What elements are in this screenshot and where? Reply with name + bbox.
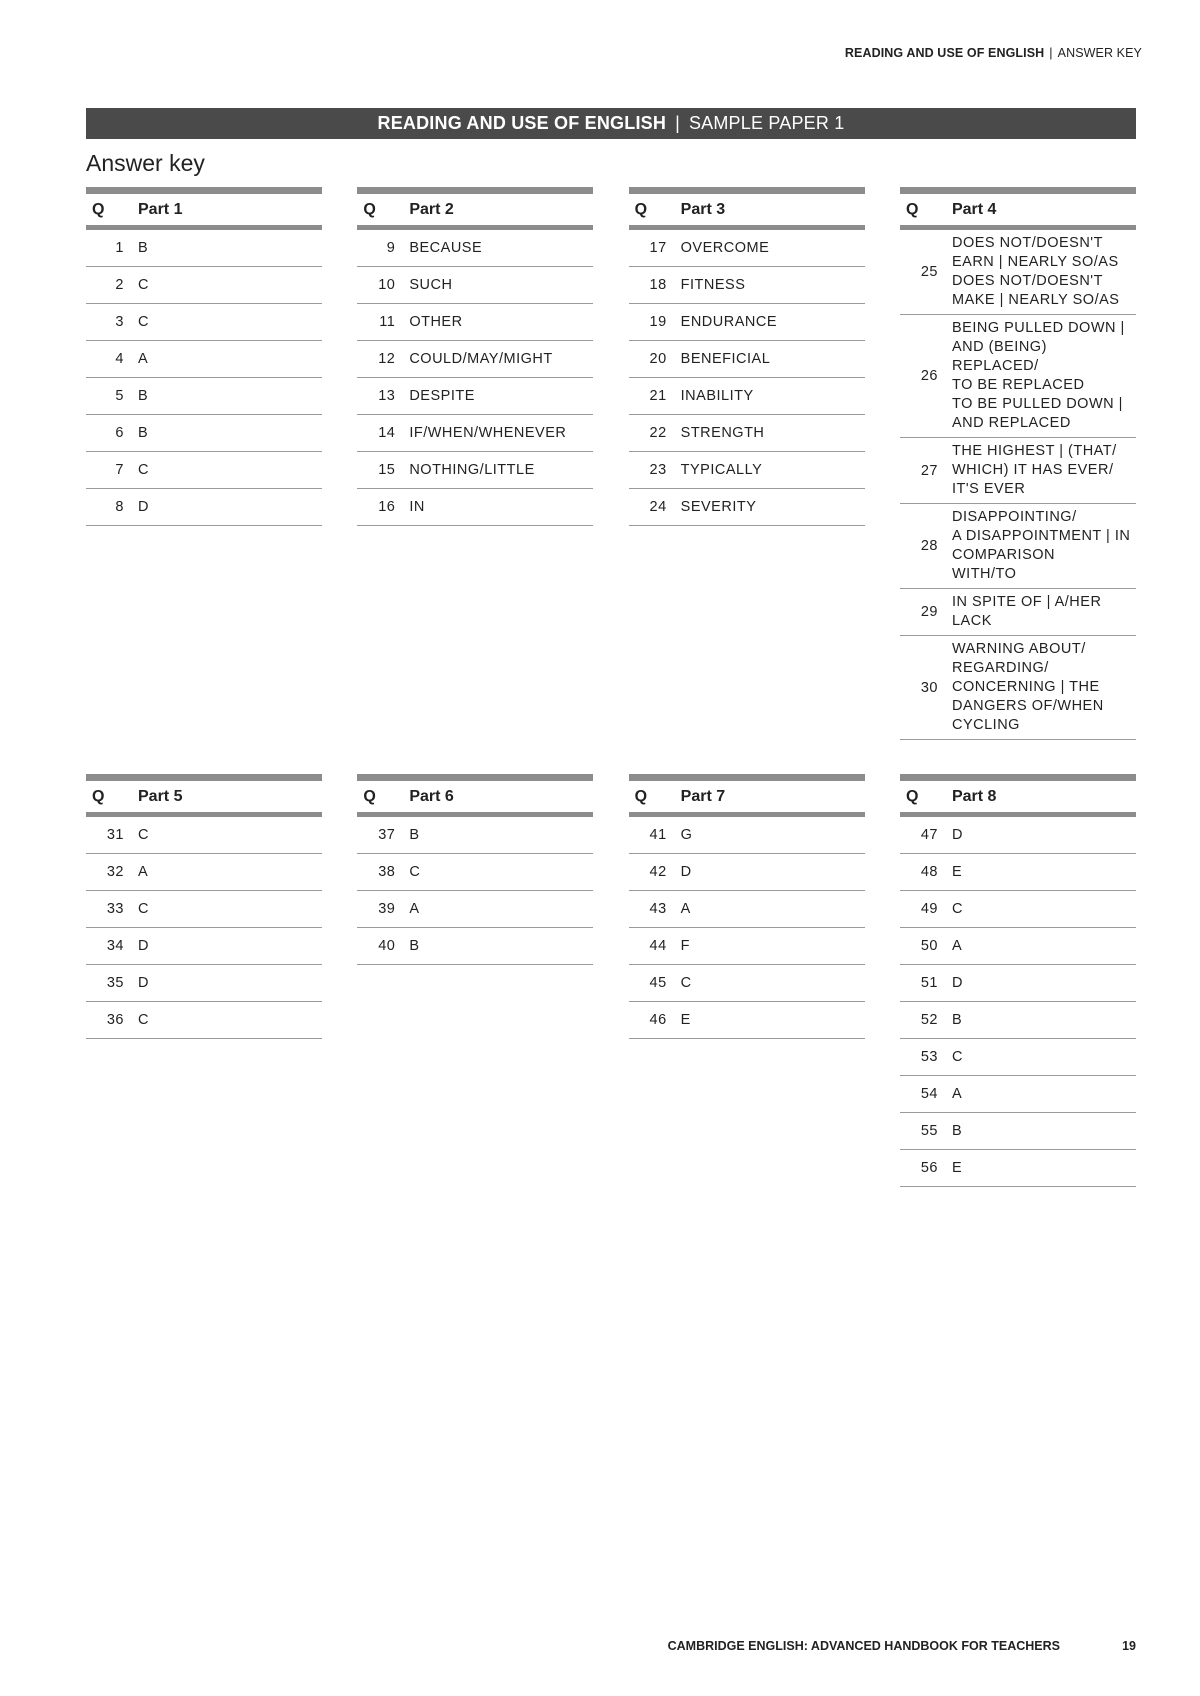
answer-line: TO BE PULLED DOWN | — [951, 396, 1123, 412]
part-column-header: Part 6 — [409, 778, 593, 815]
running-head-separator: | — [1049, 46, 1053, 60]
question-number: 40 — [357, 928, 409, 965]
question-number: 2 — [86, 267, 138, 304]
table-row — [357, 415, 593, 452]
answer-cell — [952, 854, 1136, 891]
answer-table-part-3 — [629, 187, 865, 526]
answer-cell — [681, 341, 865, 378]
answer-table-part-7 — [629, 774, 865, 1039]
answer-line: C — [409, 863, 421, 880]
answer-line: A — [951, 937, 963, 954]
question-number: 10 — [357, 267, 409, 304]
table-row — [86, 815, 322, 854]
answer-line: NOTHING/LITTLE — [409, 461, 535, 478]
part-column-header: Part 1 — [138, 191, 322, 228]
answer-cell — [409, 815, 593, 854]
question-number: 41 — [629, 815, 681, 854]
answer-line: INABILITY — [680, 387, 754, 404]
question-number: 17 — [629, 228, 681, 267]
answer-table-part-6 — [357, 774, 593, 965]
question-number: 3 — [86, 304, 138, 341]
table-header-row — [357, 778, 593, 815]
answer-key-row-2 — [86, 774, 1136, 1187]
answer-line: C — [138, 1011, 149, 1028]
footer-publication: CAMBRIDGE ENGLISH: ADVANCED HANDBOOK FOR TEACHERS — [667, 1639, 1060, 1653]
table-header-row — [86, 191, 322, 228]
part-column-header: Part 4 — [952, 191, 1136, 228]
answer-cell — [138, 854, 322, 891]
answer-cell — [409, 415, 593, 452]
answer-line: D — [680, 863, 692, 880]
question-number: 51 — [900, 965, 952, 1002]
answer-line: EARN | NEARLY SO/AS — [951, 254, 1119, 270]
answer-line: TYPICALLY — [680, 461, 763, 478]
answer-cell — [138, 965, 322, 1002]
answer-line: D — [138, 974, 149, 991]
table-row — [900, 315, 1136, 438]
table-row — [86, 928, 322, 965]
answer-line: IT'S EVER — [951, 481, 1026, 497]
table-row — [629, 1002, 865, 1039]
question-number: 26 — [900, 315, 952, 438]
table-row — [86, 304, 322, 341]
question-number: 38 — [357, 854, 409, 891]
question-number: 5 — [86, 378, 138, 415]
question-number: 14 — [357, 415, 409, 452]
question-number: 16 — [357, 489, 409, 526]
question-number: 19 — [629, 304, 681, 341]
part-column-header: Part 5 — [138, 778, 322, 815]
table-row — [900, 1150, 1136, 1187]
question-number: 22 — [629, 415, 681, 452]
answer-line: THE HIGHEST | (THAT/ — [951, 443, 1117, 459]
part-column-header: Part 7 — [681, 778, 865, 815]
question-number: 45 — [629, 965, 681, 1002]
answer-key-row-1 — [86, 187, 1136, 740]
answer-cell — [138, 1002, 322, 1039]
table-row — [629, 815, 865, 854]
question-number: 27 — [900, 438, 952, 504]
page-number: 19 — [1122, 1639, 1136, 1653]
answer-line: B — [951, 1122, 963, 1139]
answer-line: A DISAPPOINTMENT | IN — [951, 528, 1131, 544]
question-number: 37 — [357, 815, 409, 854]
answer-line: B — [138, 424, 149, 441]
answer-cell — [409, 267, 593, 304]
answer-cell — [138, 452, 322, 489]
answer-line: A — [138, 863, 149, 880]
table-header-row — [86, 778, 322, 815]
answer-line: B — [138, 387, 149, 404]
answer-cell — [409, 854, 593, 891]
table-row — [629, 489, 865, 526]
answer-cell — [409, 452, 593, 489]
answer-line: IN — [409, 498, 425, 515]
question-column-header: Q — [629, 778, 681, 815]
answer-cell — [409, 228, 593, 267]
question-number: 13 — [357, 378, 409, 415]
question-number: 8 — [86, 489, 138, 526]
answer-cell — [409, 928, 593, 965]
question-number: 23 — [629, 452, 681, 489]
question-number: 56 — [900, 1150, 952, 1187]
table-row — [86, 854, 322, 891]
question-number: 54 — [900, 1076, 952, 1113]
question-number: 29 — [900, 589, 952, 636]
table-row — [357, 928, 593, 965]
answer-cell — [681, 267, 865, 304]
answer-line: OVERCOME — [680, 239, 770, 256]
answer-cell — [681, 928, 865, 965]
question-number: 18 — [629, 267, 681, 304]
answer-line: SUCH — [409, 276, 453, 293]
table-row — [629, 267, 865, 304]
answer-cell — [952, 1002, 1136, 1039]
table-row — [86, 267, 322, 304]
answer-cell — [138, 228, 322, 267]
table-row — [86, 415, 322, 452]
question-number: 7 — [86, 452, 138, 489]
answer-line: C — [138, 826, 149, 843]
answer-line: STRENGTH — [680, 424, 765, 441]
answer-line: E — [951, 1159, 963, 1176]
answer-cell — [409, 304, 593, 341]
question-number: 48 — [900, 854, 952, 891]
answer-cell — [952, 965, 1136, 1002]
answer-cell — [952, 815, 1136, 854]
answer-cell — [952, 504, 1136, 589]
table-header-row — [900, 778, 1136, 815]
answer-line: B — [409, 937, 420, 954]
answer-line: DISAPPOINTING/ — [951, 509, 1077, 525]
table-row — [900, 1039, 1136, 1076]
table-row — [357, 228, 593, 267]
answer-line: E — [951, 863, 963, 880]
table-row — [629, 965, 865, 1002]
question-column-header: Q — [629, 191, 681, 228]
answer-line: ENDURANCE — [680, 313, 777, 330]
question-number: 20 — [629, 341, 681, 378]
table-row — [357, 267, 593, 304]
answer-line: BECAUSE — [409, 239, 483, 256]
answer-cell — [681, 415, 865, 452]
answer-line: AND (BEING) REPLACED/ — [951, 339, 1047, 374]
question-column-header: Q — [357, 191, 409, 228]
answer-cell — [952, 589, 1136, 636]
answer-line: DANGERS OF/WHEN — [951, 698, 1104, 714]
answer-cell — [138, 378, 322, 415]
question-number: 32 — [86, 854, 138, 891]
question-number: 47 — [900, 815, 952, 854]
answer-cell — [138, 304, 322, 341]
question-number: 39 — [357, 891, 409, 928]
question-number: 21 — [629, 378, 681, 415]
answer-line: A — [409, 900, 420, 917]
question-number: 35 — [86, 965, 138, 1002]
answer-line: C — [138, 276, 149, 293]
answer-line: C — [951, 1048, 963, 1065]
question-number: 11 — [357, 304, 409, 341]
question-number: 4 — [86, 341, 138, 378]
table-row — [629, 228, 865, 267]
answer-line: C — [138, 900, 149, 917]
answer-table-part-1 — [86, 187, 322, 526]
question-column-header: Q — [900, 778, 952, 815]
table-header-row — [900, 191, 1136, 228]
answer-cell — [138, 928, 322, 965]
answer-cell — [409, 378, 593, 415]
question-number: 6 — [86, 415, 138, 452]
page-footer — [0, 1639, 1200, 1659]
answer-cell — [681, 815, 865, 854]
question-number: 55 — [900, 1113, 952, 1150]
answer-line: C — [951, 900, 963, 917]
question-number: 12 — [357, 341, 409, 378]
table-row — [86, 228, 322, 267]
question-number: 25 — [900, 228, 952, 315]
table-header-row — [629, 191, 865, 228]
answer-line: COMPARISON — [951, 547, 1056, 563]
table-row — [86, 452, 322, 489]
answer-cell — [952, 891, 1136, 928]
table-row — [357, 452, 593, 489]
answer-cell — [681, 854, 865, 891]
table-row — [900, 636, 1136, 740]
answer-cell — [952, 1039, 1136, 1076]
answer-line: D — [138, 498, 149, 515]
answer-cell — [409, 891, 593, 928]
table-row — [629, 452, 865, 489]
answer-cell — [681, 891, 865, 928]
answer-line: B — [951, 1011, 963, 1028]
answer-table-part-8 — [900, 774, 1136, 1187]
table-row — [86, 1002, 322, 1039]
answer-line: F — [680, 937, 691, 954]
answer-line: D — [138, 937, 149, 954]
table-row — [629, 341, 865, 378]
answer-cell — [952, 228, 1136, 315]
table-row — [900, 854, 1136, 891]
answer-cell — [681, 228, 865, 267]
question-number: 49 — [900, 891, 952, 928]
table-row — [86, 965, 322, 1002]
answer-cell — [952, 438, 1136, 504]
answer-table-part-2 — [357, 187, 593, 526]
section-heading: Answer key — [86, 150, 205, 176]
answer-cell — [681, 489, 865, 526]
table-header-row — [357, 191, 593, 228]
question-number: 50 — [900, 928, 952, 965]
answer-line: DESPITE — [409, 387, 475, 404]
answer-line: COULD/MAY/MIGHT — [409, 350, 553, 367]
title-bar-section: READING AND USE OF ENGLISH — [377, 113, 667, 133]
answer-line: D — [951, 826, 963, 843]
answer-cell — [952, 315, 1136, 438]
table-row — [629, 928, 865, 965]
answer-cell — [952, 1076, 1136, 1113]
answer-line: A — [138, 350, 149, 367]
answer-line: IN SPITE OF | A/HER — [951, 594, 1102, 610]
answer-line: D — [951, 974, 963, 991]
answer-line: IF/WHEN/WHENEVER — [409, 424, 567, 441]
answer-line: CONCERNING | THE — [951, 679, 1100, 695]
question-number: 43 — [629, 891, 681, 928]
part-column-header: Part 2 — [409, 191, 593, 228]
question-number: 34 — [86, 928, 138, 965]
table-row — [629, 891, 865, 928]
answer-line: C — [138, 313, 149, 330]
answer-line: REGARDING/ — [951, 660, 1049, 676]
answer-table-part-5 — [86, 774, 322, 1039]
answer-cell — [138, 891, 322, 928]
part-column-header: Part 3 — [681, 191, 865, 228]
question-number: 46 — [629, 1002, 681, 1039]
question-number: 30 — [900, 636, 952, 740]
answer-cell — [138, 267, 322, 304]
answer-line: C — [680, 974, 692, 991]
answer-cell — [409, 489, 593, 526]
answer-cell — [681, 965, 865, 1002]
table-row — [86, 489, 322, 526]
question-number: 1 — [86, 228, 138, 267]
question-number: 42 — [629, 854, 681, 891]
answer-line: BEING PULLED DOWN | — [951, 320, 1125, 336]
table-row — [900, 504, 1136, 589]
answer-line: G — [680, 826, 693, 843]
table-row — [86, 341, 322, 378]
question-number: 53 — [900, 1039, 952, 1076]
answer-cell — [409, 341, 593, 378]
table-row — [357, 304, 593, 341]
table-row — [357, 891, 593, 928]
answer-line: FITNESS — [680, 276, 746, 293]
running-head-section: READING AND USE OF ENGLISH — [844, 46, 1045, 60]
question-number: 9 — [357, 228, 409, 267]
question-number: 33 — [86, 891, 138, 928]
table-row — [629, 304, 865, 341]
answer-cell — [681, 378, 865, 415]
answer-line: BENEFICIAL — [680, 350, 771, 367]
answer-line: CYCLING — [951, 717, 1020, 733]
answer-line: AND REPLACED — [951, 415, 1071, 431]
table-row — [900, 1002, 1136, 1039]
table-row — [900, 589, 1136, 636]
title-bar-paper: SAMPLE PAPER 1 — [688, 113, 845, 133]
answer-line: WITH/TO — [951, 566, 1017, 582]
answer-line: TO BE REPLACED — [951, 377, 1085, 393]
table-row — [900, 438, 1136, 504]
question-number: 24 — [629, 489, 681, 526]
answer-line: B — [409, 826, 420, 843]
table-header-row — [629, 778, 865, 815]
answer-cell — [138, 489, 322, 526]
table-row — [900, 1076, 1136, 1113]
answer-line: B — [138, 239, 149, 256]
answer-cell — [138, 341, 322, 378]
question-number: 28 — [900, 504, 952, 589]
answer-line: MAKE | NEARLY SO/AS — [951, 292, 1120, 308]
title-bar — [86, 108, 1136, 139]
answer-line: A — [951, 1085, 963, 1102]
table-row — [357, 854, 593, 891]
question-number: 52 — [900, 1002, 952, 1039]
answer-table-part-4 — [900, 187, 1136, 740]
answer-line: DOES NOT/DOESN'T — [951, 273, 1103, 289]
table-row — [629, 415, 865, 452]
answer-line: DOES NOT/DOESN'T — [951, 235, 1103, 251]
question-column-header: Q — [86, 191, 138, 228]
answer-cell — [681, 452, 865, 489]
answer-cell — [952, 1113, 1136, 1150]
table-row — [900, 1113, 1136, 1150]
answer-line: WARNING ABOUT/ — [951, 641, 1086, 657]
table-row — [900, 228, 1136, 315]
table-row — [629, 854, 865, 891]
title-bar-separator: | — [675, 113, 680, 133]
question-number: 31 — [86, 815, 138, 854]
answer-line: E — [680, 1011, 691, 1028]
table-row — [629, 378, 865, 415]
table-row — [900, 815, 1136, 854]
answer-cell — [952, 1150, 1136, 1187]
table-row — [900, 891, 1136, 928]
question-column-header: Q — [357, 778, 409, 815]
question-number: 15 — [357, 452, 409, 489]
table-row — [357, 341, 593, 378]
table-row — [86, 378, 322, 415]
answer-cell — [952, 636, 1136, 740]
table-row — [86, 891, 322, 928]
question-column-header: Q — [86, 778, 138, 815]
question-column-header: Q — [900, 191, 952, 228]
answer-line: C — [138, 461, 149, 478]
question-number: 44 — [629, 928, 681, 965]
answer-line: LACK — [951, 613, 992, 629]
running-head — [845, 46, 1142, 60]
running-head-subsection: ANSWER KEY — [1057, 46, 1142, 60]
answer-line: OTHER — [409, 313, 463, 330]
answer-cell — [681, 304, 865, 341]
answer-cell — [952, 928, 1136, 965]
answer-cell — [681, 1002, 865, 1039]
answer-line: SEVERITY — [680, 498, 757, 515]
answer-line: A — [680, 900, 691, 917]
table-row — [900, 965, 1136, 1002]
answer-cell — [138, 415, 322, 452]
question-number: 36 — [86, 1002, 138, 1039]
part-column-header: Part 8 — [952, 778, 1136, 815]
answer-line: WHICH) IT HAS EVER/ — [951, 462, 1114, 478]
answer-cell — [138, 815, 322, 854]
table-row — [357, 815, 593, 854]
table-row — [900, 928, 1136, 965]
table-row — [357, 489, 593, 526]
table-row — [357, 378, 593, 415]
